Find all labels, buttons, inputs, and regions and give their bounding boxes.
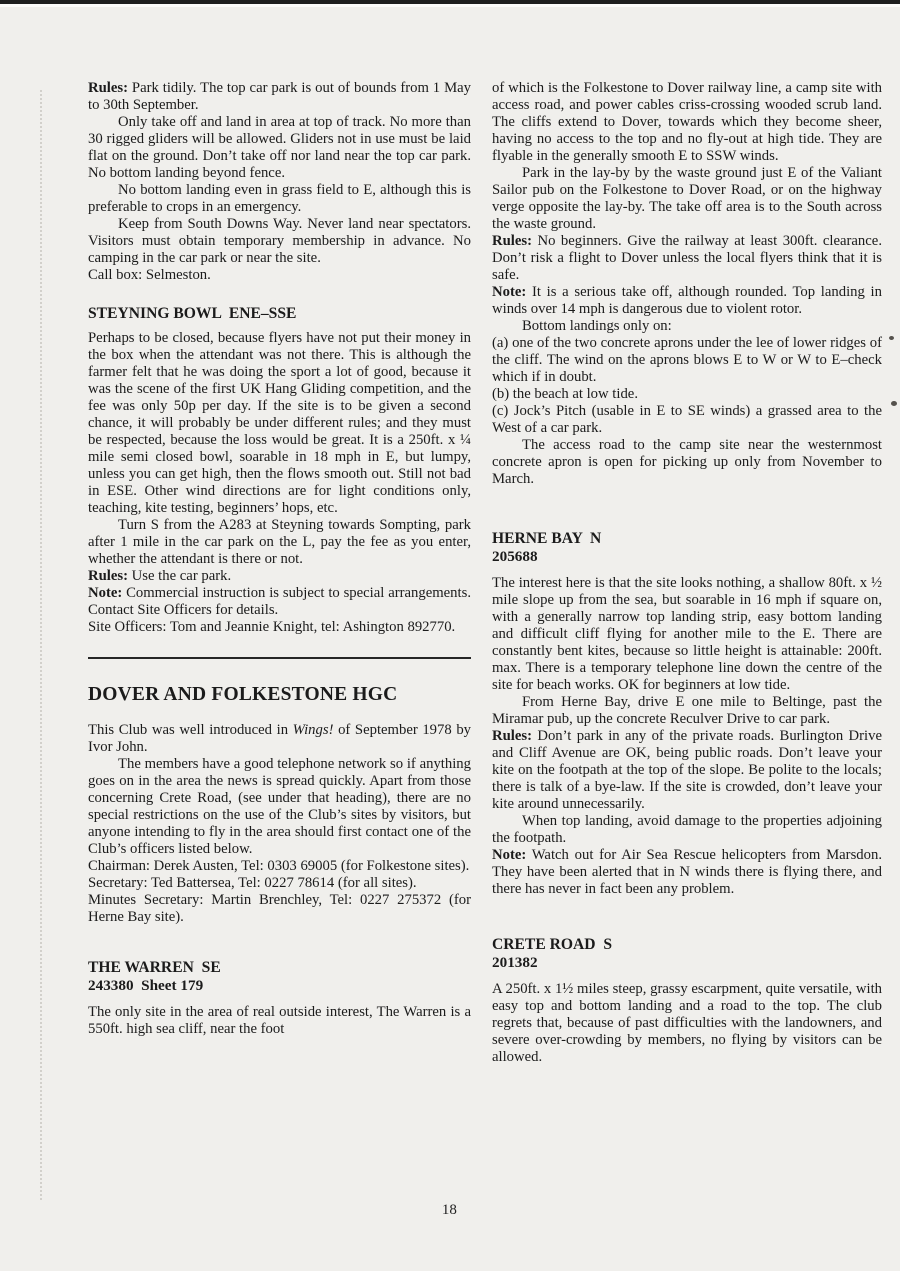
note-paragraph <box>88 585 471 619</box>
note-label: Note: <box>492 284 527 300</box>
note-paragraph <box>492 847 882 898</box>
body-paragraph: Park in the lay-by by the waste ground just E of the Valiant Sailor pub on the Folkestone to Dover Road, or on the highway verge opposite the lay-by. The take off area is to the South across the waste ground. <box>492 165 882 232</box>
body-paragraph: No bottom landing even in grass field to E, although this is preferable to crops in an emergency. <box>88 182 471 215</box>
scan-speck <box>891 401 897 406</box>
callbox-line: Call box: Selmeston. <box>88 267 211 283</box>
scan-edge-highlight <box>0 4 900 7</box>
club-intro-pre: This Club was well introduced in <box>88 722 293 738</box>
rules-text: Park tidily. The top car park is out of bounds from 1 May to 30th September. <box>88 80 471 113</box>
body-paragraph: The members have a good telephone network so if anything goes on in the area the news is spread quickly. Apart from those concerning Crete Road, (see under that heading), there are no special restrictions on the use of the Club’s sites by visitors, but anyone intending to fly in the area should first contact one of the Club’s officers listed below. <box>88 756 471 857</box>
rules-text: No beginners. Give the railway at least 300ft. clearance. Don’t risk a flight to Dover unless the local flyers think that it is safe. <box>492 233 882 283</box>
body-paragraph: of which is the Folkestone to Dover railway line, a camp site with access road, and power cables criss-crossing wooded scrub land. The cliffs extend to Dover, towards which they become sheer, having no access to the top and no fly-out at high tide. They are flyable in the generally smooth E to SSW winds. <box>492 80 882 164</box>
grid-reference: 201382 <box>492 954 538 971</box>
page-number: 18 <box>441 1202 457 1218</box>
body-paragraph: Only take off and land in area at top of track. No more than 30 rigged gliders will be allowed. Gliders not in use must be laid flat on the ground. Don’t take off nor land near the top car park. No bottom landing beyond fence. <box>88 114 471 181</box>
rules-paragraph <box>88 568 471 585</box>
rules-label: Rules: <box>492 233 532 249</box>
left-column <box>88 80 471 1038</box>
rules-paragraph <box>88 80 471 114</box>
rules-paragraph <box>492 233 882 284</box>
rules-paragraph <box>492 728 882 813</box>
body-paragraph: Turn S from the A283 at Steyning towards Sompting, park after 1 mile in the car park on the L, pay the fee as you enter, whether the attendant is there or not. <box>88 517 471 567</box>
grid-reference: 243380 Sheet 179 <box>88 977 204 994</box>
section-heading-crete-road: CRETE ROAD S <box>492 936 613 953</box>
section-heading-steyning-bowl: STEYNING BOWL ENE–SSE <box>88 305 297 322</box>
body-paragraph: Bottom landings only on: <box>522 318 672 334</box>
note-text: Watch out for Air Sea Rescue helicopters from Marsdon. They have been alerted that in N winds there is flying there, and there has never in fact been any problem. <box>492 847 882 897</box>
contact-line-minutes-secretary: Minutes Secretary: Martin Brenchley, Tel: 0227 275372 (for Herne Bay site). <box>88 892 471 925</box>
body-paragraph: Keep from South Downs Way. Never land near spectators. Visitors must obtain temporary membership in advance. No camping in the car park or near the site. <box>88 216 471 266</box>
club-intro-post: of September 1978 by Ivor John. <box>88 722 472 755</box>
list-item-c: (c) Jock’s Pitch (usable in E to SE winds) a grassed area to the West of a car park. <box>492 403 882 436</box>
note-label: Note: <box>492 847 527 863</box>
body-paragraph: When top landing, avoid damage to the properties adjoining the footpath. <box>492 813 882 846</box>
contact-line-chairman: Chairman: Derek Austen, Tel: 0303 69005 (for Folkestone sites). <box>88 858 470 874</box>
magazine-title: Wings! <box>292 722 334 738</box>
body-paragraph: The only site in the area of real outside interest, The Warren is a 550ft. high sea cliff, near the foot <box>88 1004 471 1037</box>
contact-line-secretary: Secretary: Ted Battersea, Tel: 0227 78614 (for all sites). <box>88 875 417 891</box>
body-paragraph: Perhaps to be closed, because flyers have not put their money in the box when the attendant was not there. This is although the farmer felt that he was doing the sport a lot of good, because it was the scene of the first UK Hang Gliding competition, and the fee was only 50p per day. If the site is to be given a second chance, it will probably be under different rules; and they must be respected, because the loss would be great. It is a 250ft. x ¼ mile semi closed bowl, soarable in 18 mph in E, but lumpy, unless you can get high, then the flows smooth out. Still not bad in ESE. Other wind directions are for light conditions only, teaching, kite testing, beginners’ hops, etc. <box>88 330 471 516</box>
body-paragraph: The access road to the camp site near the westernmost concrete apron is open for picking up only from November to March. <box>492 437 882 487</box>
club-heading-dover-folkestone: DOVER AND FOLKESTONE HGC <box>88 684 398 705</box>
section-heading-the-warren: THE WARREN SE <box>88 959 221 976</box>
rules-text: Don’t park in any of the private roads. Burlington Drive and Cliff Avenue are OK, being public roads. Don’t leave your kite on the footpath at the top of the slope. Be polite to the locals; there is talk of a bye-law. If the site is crowded, don’t leave your kite around unnecessarily. <box>492 728 882 812</box>
rules-label: Rules: <box>88 80 128 96</box>
list-item-b: (b) the beach at low tide. <box>492 386 639 402</box>
right-column <box>492 80 882 1066</box>
grid-reference: 205688 <box>492 548 538 565</box>
body-paragraph: A 250ft. x 1½ miles steep, grassy escarpment, quite versatile, with easy top and bottom landing and a road to the top. The club regrets that, because of past difficulties with the landowners, and severe over-crowding by members, no flying by visitors can be allowed. <box>492 981 882 1065</box>
note-paragraph <box>492 284 882 318</box>
body-paragraph: The interest here is that the site looks nothing, a shallow 80ft. x ½ mile slope up from the sea, but soarable in 16 mph if square on, with a generally narrow top landing strip, easy bottom landing and difficult cliff flying for another mile to the E. There are constantly bent kites, because so little height is attainable: 200ft. max. There is a temporary telephone line down the centre of the site for beach works. OK for beginners at low tide. <box>492 575 882 693</box>
note-text: It is a serious take off, although rounded. Top landing in winds over 14 mph is dangerous due to violent rotor. <box>492 284 882 317</box>
list-item-a: (a) one of the two concrete aprons under the lee of lower ridges of the cliff. The wind on the aprons blows E to W or W to E–check which if in doubt. <box>492 335 882 385</box>
rules-label: Rules: <box>88 568 128 584</box>
scan-noise-line <box>40 90 42 1200</box>
rules-text: Use the car park. <box>127 568 232 584</box>
note-text: Commercial instruction is subject to special arrangements. Contact Site Officers for details. <box>88 585 471 618</box>
body-paragraph: From Herne Bay, drive E one mile to Beltinge, past the Miramar pub, up the concrete Reculver Drive to car park. <box>492 694 882 727</box>
body-paragraph <box>88 722 471 756</box>
rules-label: Rules: <box>492 728 532 744</box>
section-heading-herne-bay: HERNE BAY N <box>492 530 602 547</box>
section-divider <box>88 657 471 659</box>
scan-speck <box>889 336 894 340</box>
note-label: Note: <box>88 585 123 601</box>
site-officers-line: Site Officers: Tom and Jeannie Knight, tel: Ashington 892770. <box>88 619 456 635</box>
